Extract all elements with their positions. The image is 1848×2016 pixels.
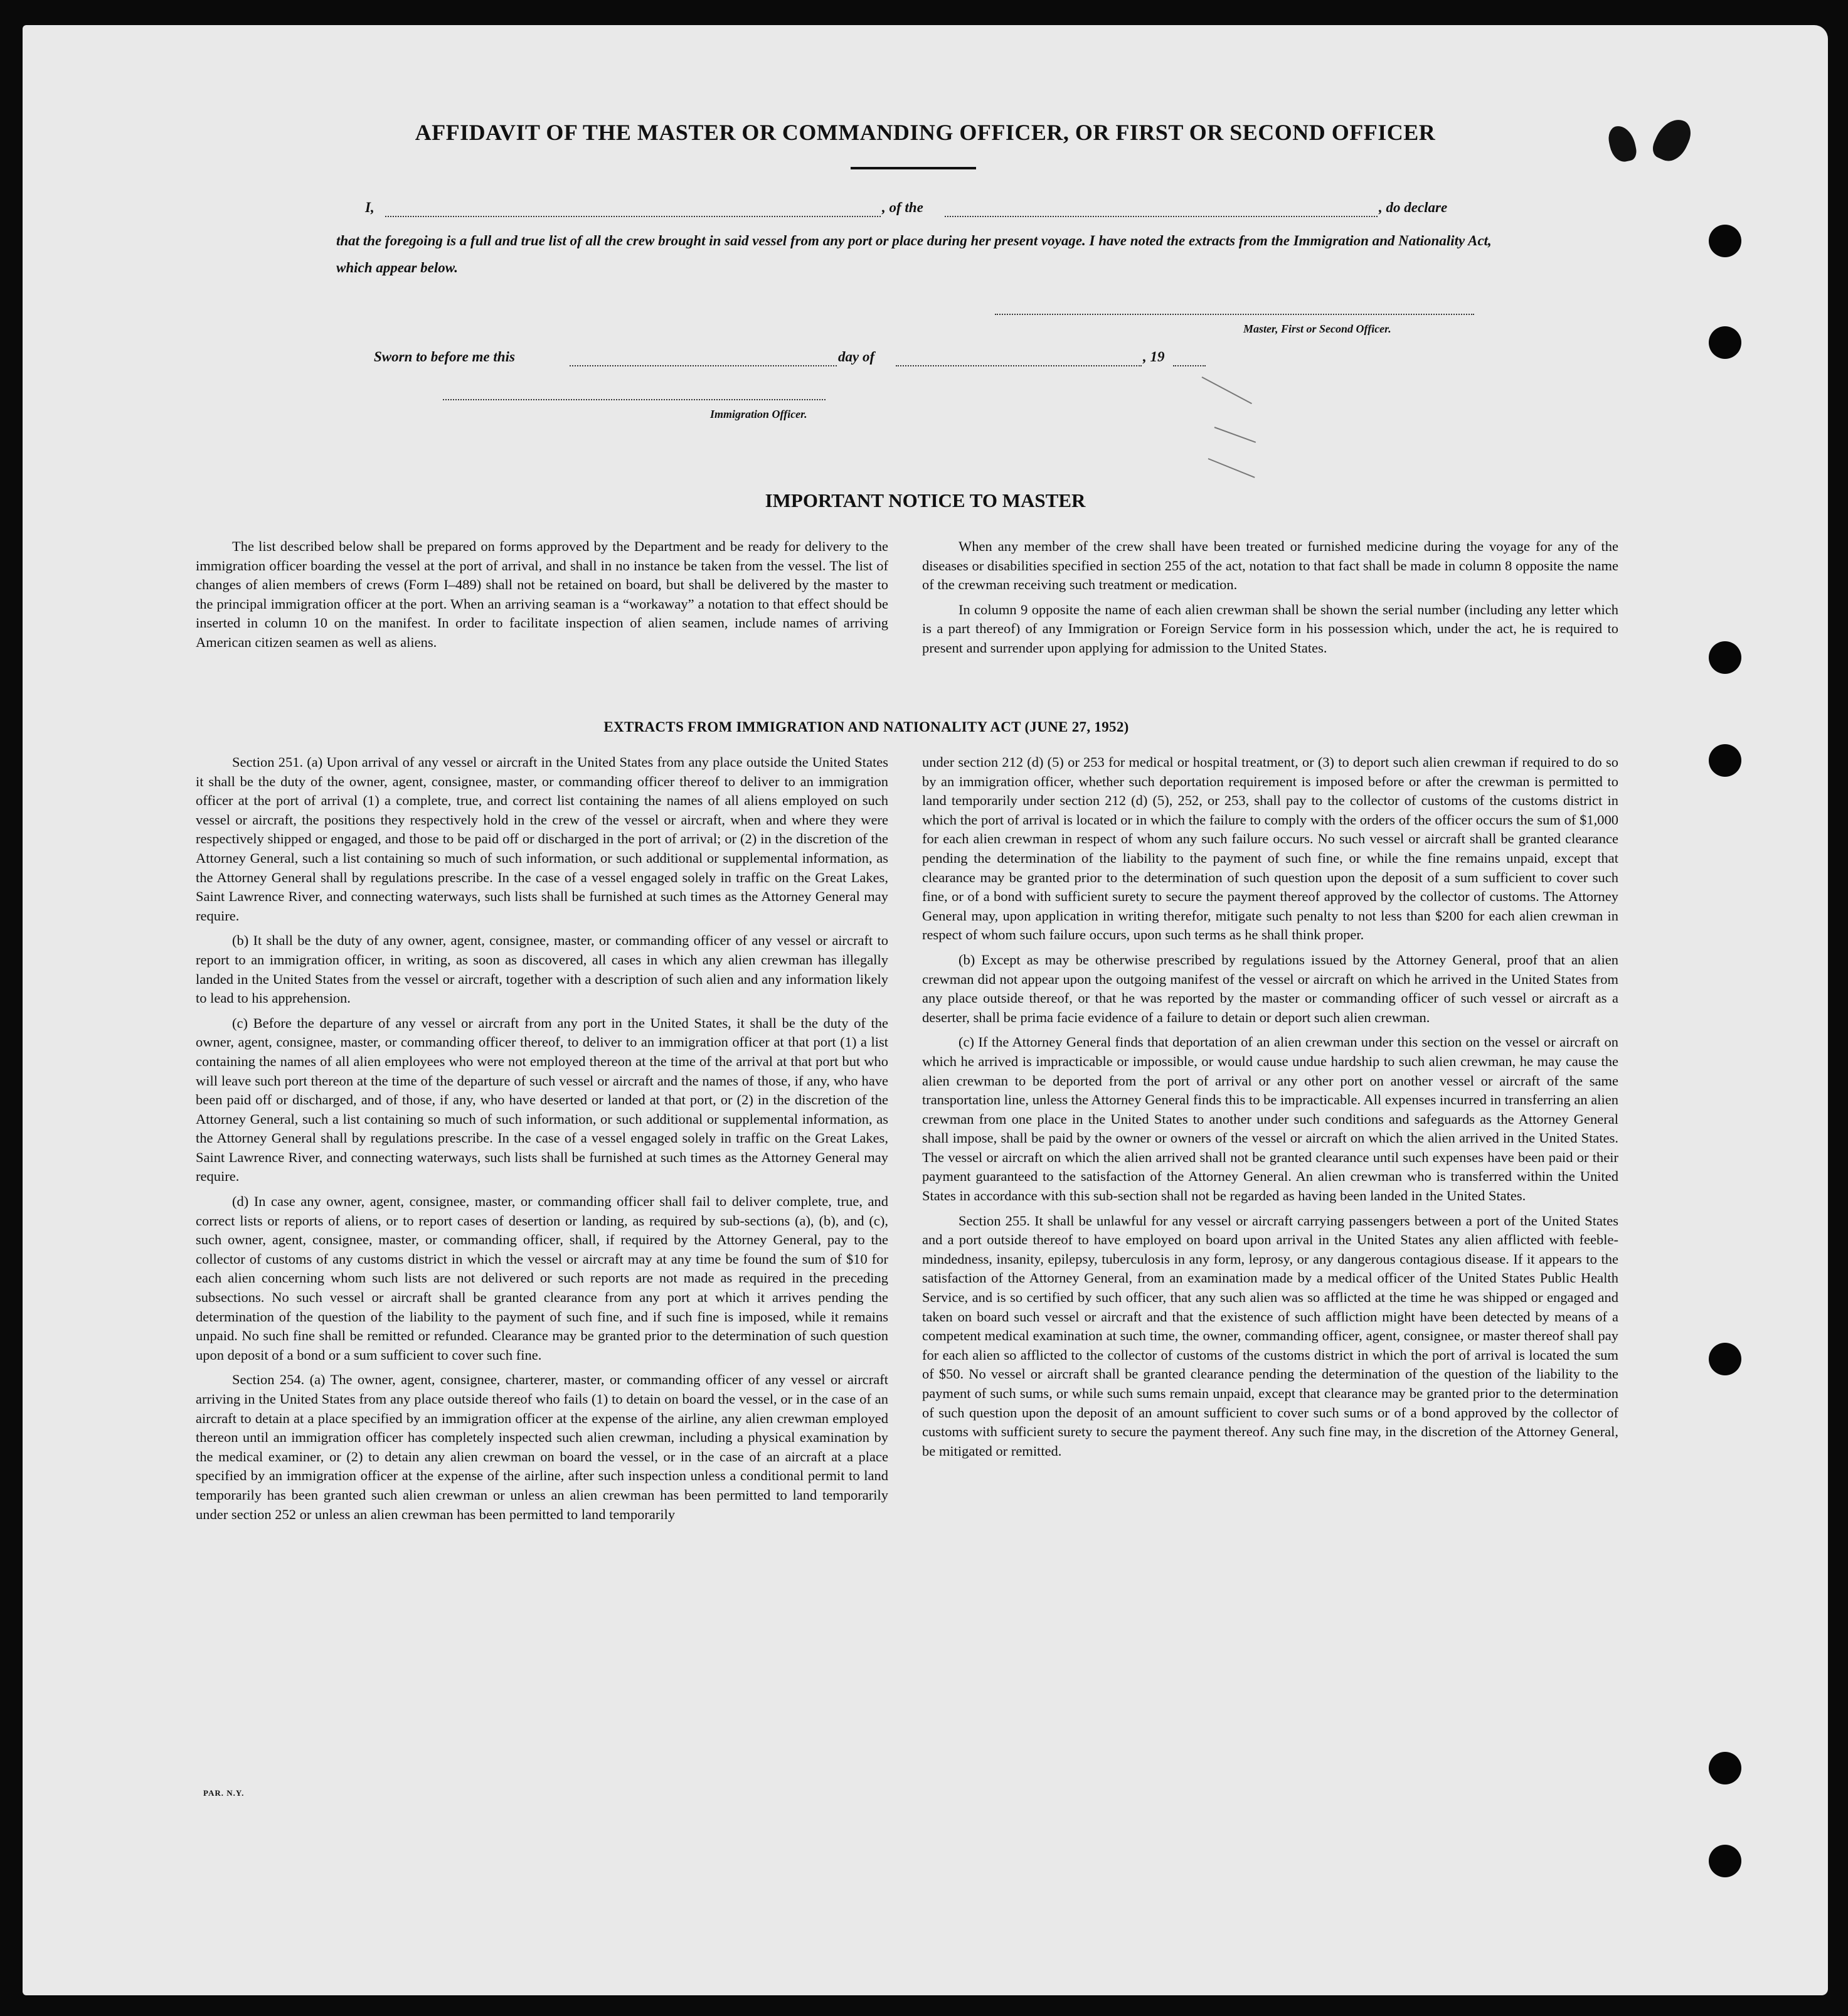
notice-right-column xyxy=(922,537,1618,664)
declaration-text: that the foregoing is a full and true list of all the crew brought in said vessel from any port or place during her present voyage. I have noted the extracts from the Immigration and Nationality Act, which appear below. xyxy=(336,233,1492,275)
section-255: Section 255. It shall be unlawful for any vessel or aircraft carrying passengers between a port of the United States and a port outside thereof to have employed on board upon arrival in the United States any alien afflicted with feeble-mindedness, insanity, epilepsy, tuberculosis in any form, leprosy, or any dangerous contagious disease. If it appears to the satisfaction of the Attorney General, from an examination made by a medical officer of the United States Public Health Service, and is so certified by such officer, that any such alien was so afflicted at the time he was shipped or engaged and taken on board such vessel or aircraft and that the existence of such affliction might have been detected by means of a competent medical examination at such time, the owner, commanding officer, agent, consignee, or master thereof shall pay for each alien so afflicted to the collector of customs of the customs district in which the port of arrival is located the sum of $50. No vessel or aircraft shall be granted clearance pending the determination of the question of the liability to the payment of such sums, or while such sums remain unpaid, except that clearance may be granted prior to the determination of such question upon the deposit of an amount sufficient to cover such sums or of a bond approved by the collector of customs with sufficient surety to secure the payment thereof. Any such fine may, in the discretion of the Attorney General, be mitigated or remitted. xyxy=(922,1212,1618,1459)
sworn-month-field[interactable] xyxy=(896,365,1142,366)
notice-paragraph: When any member of the crew shall have been treated or furnished medicine during the voyage for any of the diseases or disabilities specified in section 255 of the act, notation to that fact shall be made in column 8 opposite the name of the crewman receiving such treatment or medication. xyxy=(922,538,1618,593)
stray-mark xyxy=(1202,376,1252,404)
of-the-label: , of the xyxy=(882,200,923,215)
master-signature-field[interactable] xyxy=(995,314,1474,315)
section-254a: Section 254. (a) The owner, agent, consignee, charterer, master, or commanding officer of any vessel or aircraft arriving in the United States from any place outside thereof who fails (1) to detain on board the vessel, or in the case of an aircraft to detain at a place specified by an immigration officer at the expense of the airline, any alien crewman employed thereon until an immigration officer has completely inspected such alien crewman, including a physical examination by the medical examiner, or (2) to detain any alien crewman on board the vessel, or in the case of an aircraft at a place specified by an immigration officer at the expense of the airline, after such inspection unless a conditional permit to land temporarily has been granted such alien crewman or unless an alien crewman has been permitted to land temporarily under section 252 or unless an alien crewman has been permitted to land temporarily xyxy=(196,1372,888,1522)
immigration-officer-signature-field[interactable] xyxy=(443,399,826,400)
punch-hole xyxy=(1709,1343,1741,1375)
day-of-label: day of xyxy=(838,349,875,365)
sworn-day-field[interactable] xyxy=(570,365,837,366)
section-251c: (c) Before the departure of any vessel or aircraft from any port in the United States, it shall be the duty of the owner, agent, consignee, master, or commanding officer thereof, to deliver to an immigration officer at that port (1) a list containing the names of all alien employees who were not employed thereon at the time of the arrival at that port but who will leave such port thereon at the time of the departure of such vessel or aircraft and the names of those, if any, who have been paid off or discharged, and of those, if any, who have deserted or landed at that port, or (2) in the discretion of the Attorney General, such a list containing so much of such information, or such additional or supplemental information, as the Attorney General shall by regulations prescribe. In the case of a vessel engaged solely in traffic on the Great Lakes, Saint Lawrence River, and connecting waterways, such lists shall be furnished at such times as the Attorney General may require. xyxy=(196,1015,888,1185)
punch-hole xyxy=(1709,641,1741,674)
extracts-left-column xyxy=(196,753,888,1530)
punch-hole xyxy=(1709,1752,1741,1784)
year-label: , 19 xyxy=(1143,349,1165,365)
notice-left-column xyxy=(196,537,888,658)
master-signature-caption: Master, First or Second Officer. xyxy=(1243,323,1391,335)
affidavit-title: AFFIDAVIT OF THE MASTER OR COMMANDING OFFICER, OR FIRST OR SECOND OFFICER xyxy=(415,120,1436,145)
stray-mark xyxy=(1208,458,1255,478)
extracts-right-column xyxy=(922,753,1618,1466)
sworn-year-field[interactable] xyxy=(1173,365,1206,366)
do-declare-label: , do declare xyxy=(1379,200,1448,215)
sworn-label: Sworn to before me this xyxy=(374,349,515,365)
section-254a-continued: under section 212 (d) (5) or 253 for medical or hospital treatment, or (3) to deport such alien crewman if required to do so by an immigration officer, whether such deportation requirement is imposed before or after the crewman is permitted to land temporarily under section 212 (d) (5), 252, or 253, shall pay to the collector of customs of the customs district in which the port of arrival is located or in which the failure to comply with the orders of the officer occurs the sum of $1,000 for each alien crewman in respect of whom any such failure occurs. No such vessel or aircraft shall be granted clearance pending the determination of the liability to the payment of such fine, or while the fine remains unpaid, except that clearance may be granted prior to the determination of such question upon the deposit of a sum sufficient to cover such fine, or of a bond with sufficient surety to secure the payment thereof approved by the collector of customs. The Attorney General may, upon application in writing therefor, mitigate such penalty to not less than $200 for each alien crewman in respect of whom such failure occurs, upon such terms as he shall think proper. xyxy=(922,754,1618,943)
section-251b: (b) It shall be the duty of any owner, agent, consignee, master, or commanding officer of any vessel or aircraft to report to an immigration officer, in writing, as soon as discovered, all cases in which any alien crewman has illegally landed in the United States from the vessel or aircraft, together with a description of such alien and any information likely to lead to his apprehension. xyxy=(196,932,888,1006)
punch-hole xyxy=(1709,326,1741,359)
punch-hole xyxy=(1709,225,1741,257)
extracts-title: EXTRACTS FROM IMMIGRATION AND NATIONALITY ACT (JUNE 27, 1952) xyxy=(603,719,1129,735)
printer-mark: PAR. N.Y. xyxy=(203,1788,245,1798)
declarant-name-field[interactable] xyxy=(385,216,881,217)
form-page xyxy=(23,25,1828,1995)
notice-paragraph: In column 9 opposite the name of each alien crewman shall be shown the serial number (including any letter which is a part thereof) of any Immigration or Foreign Service form in his possession which, under the act, he is required to present and surrender upon applying for admission to the United States. xyxy=(922,601,1618,656)
punch-hole xyxy=(1709,1845,1741,1877)
notice-paragraph: The list described below shall be prepared on forms approved by the Department and be ready for delivery to the immigration officer boarding the vessel at the port of arrival, and shall in no instance be taken from the vessel. The list of changes of alien members of crews (Form I–489) shall not be retained on board, but shall be delivered by the master to the principal immigration officer at the port. When an arriving seaman is a “workaway” a notation to that effect should be inserted in column 10 on the manifest. In order to facilitate inspection of alien seamen, include names of arriving American citizen seamen as well as aliens. xyxy=(196,538,888,650)
section-251d: (d) In case any owner, agent, consignee, master, or commanding officer shall fail to deliver complete, true, and correct lists or reports of aliens, or to report cases of desertion or landing, as required by sub-sections (a), (b), and (c), such owner, agent, consignee, master, or commanding officer, shall, if required by the Attorney General, pay to the collector of customs of any customs district in which the vessel or aircraft may at any time be found the sum of $10 for each alien concerning whom such lists are not delivered or such reports are not made as required in the preceding subsections. No such vessel or aircraft shall be granted clearance from any port at which it arrives pending the determination of the question of the liability to the payment of such fine, and if such fine is imposed, while it remains unpaid. No such fine shall be remitted or refunded. Clearance may be granted prior to the determination of such question upon deposit of a bond or a sum sufficient to cover such fine. xyxy=(196,1193,888,1363)
stray-mark xyxy=(1214,427,1256,443)
notice-title: IMPORTANT NOTICE TO MASTER xyxy=(765,489,1086,511)
section-254b: (b) Except as may be otherwise prescribed by regulations issued by the Attorney General, proof that an alien crewman did not appear upon the outgoing manifest of the vessel or aircraft on which he arrived in the United States from any place outside thereof, or that he was reported by the master or commanding officer of such vessel or aircraft as a deserter, shall be prima facie evidence of a failure to detain or deport such alien crewman. xyxy=(922,951,1618,1025)
punch-hole xyxy=(1709,744,1741,777)
declarant-label: I, xyxy=(365,200,374,215)
section-251a: Section 251. (a) Upon arrival of any vessel or aircraft in the United States from any place outside the United States it shall be the duty of the owner, agent, consignee, master, or commanding officer thereof to deliver to an immigration officer at the port of arrival (1) a complete, true, and correct list containing the names of all aliens employed on such vessel or aircraft, the positions they respectively hold in the crew of the vessel or aircraft, when and where they were respectively shipped or engaged, and those to be paid off or discharged in the port of arrival; or (2) in the discretion of the Attorney General, such a list containing so much of such information, or such additional or supplemental information, as the Attorney General shall by regulations prescribe. In the case of a vessel engaged solely in traffic on the Great Lakes, Saint Lawrence River, and connecting waterways, such lists shall be furnished at such times as the Attorney General may require. xyxy=(196,754,888,924)
section-254c: (c) If the Attorney General finds that deportation of an alien crewman under this section on the vessel or aircraft on which he arrived is impracticable or impossible, or would cause undue hardship to such alien crewman, he may cause the alien crewman to be deported from the port of arrival or any other port on another vessel or aircraft of the same transportation line, unless the Attorney General finds this to be impracticable. All expenses incurred in transferring an alien crewman from one place in the United States to another under such conditions and safeguards as the Attorney General shall impose, shall be paid by the owner or owners of the vessel or aircraft on which the alien arrived in the United States. The vessel or aircraft on which the alien arrived shall not be granted clearance until such expenses have been paid or their payment guaranteed to the satisfaction of the Attorney General. An alien crewman who is transferred within the United States in accordance with this sub-section shall not be regarded as having been landed in the United States. xyxy=(922,1034,1618,1204)
immigration-officer-caption: Immigration Officer. xyxy=(710,408,807,420)
title-rule xyxy=(851,167,976,169)
vessel-name-field[interactable] xyxy=(945,216,1378,217)
